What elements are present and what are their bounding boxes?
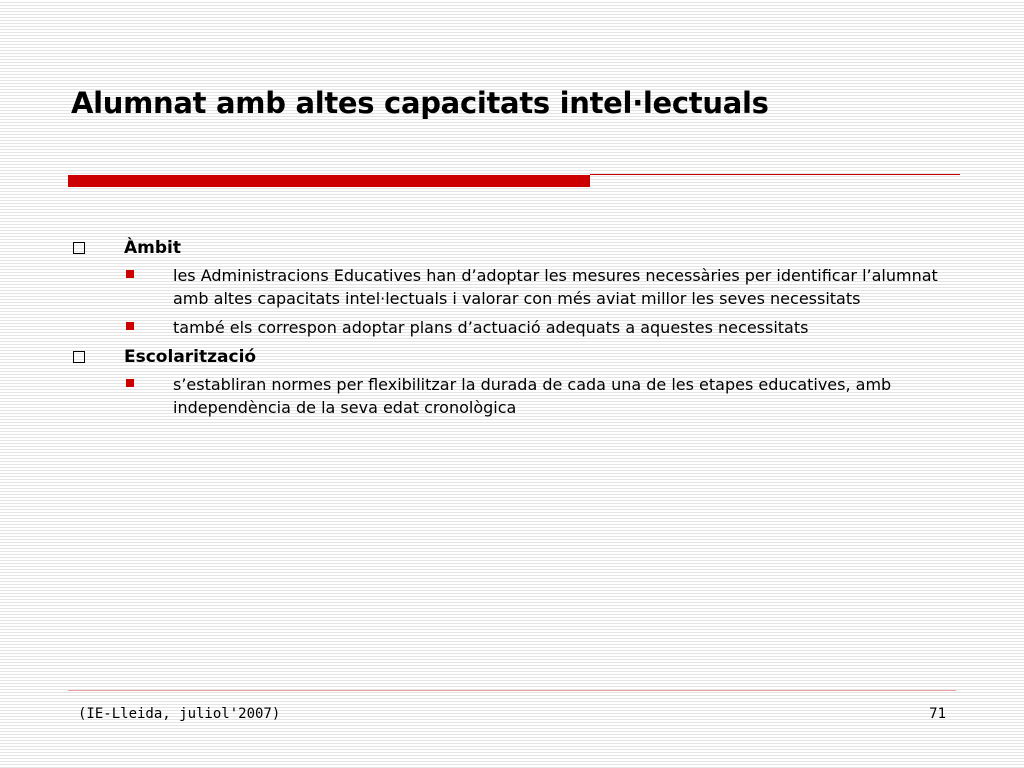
hollow-square-bullet-icon bbox=[73, 242, 85, 254]
section-heading-ambit bbox=[70, 236, 970, 260]
footer-divider bbox=[68, 690, 956, 691]
red-square-bullet-icon bbox=[126, 322, 134, 330]
list-item-text: s’establiran normes per flexibilitzar la durada de cada una de les etapes educatives, amb independència de la seva edat cronològica bbox=[173, 375, 892, 417]
red-square-bullet-icon bbox=[126, 270, 134, 278]
section-heading-escolaritzacio bbox=[70, 345, 970, 369]
footer-source: (IE-Lleida, juliol'2007) bbox=[78, 706, 281, 722]
red-square-bullet-icon bbox=[126, 379, 134, 387]
slide-title: Alumnat amb altes capacitats intel·lectuals bbox=[71, 86, 769, 120]
section-heading-label: Escolarització bbox=[124, 347, 257, 367]
list-item bbox=[70, 316, 963, 339]
slide-content bbox=[70, 236, 970, 425]
title-underline-thin bbox=[590, 174, 960, 175]
list-item bbox=[70, 264, 963, 310]
page-number: 71 bbox=[929, 706, 946, 722]
section-heading-label: Àmbit bbox=[124, 238, 181, 258]
list-item bbox=[70, 373, 963, 419]
list-item-text: les Administracions Educatives han d’adoptar les mesures necessàries per identificar l’alumnat amb altes capacitats intel·lectuals i valorar con més aviat millor les seves necessitats bbox=[173, 266, 938, 308]
list-item-text: també els correspon adoptar plans d’actuació adequats a aquestes necessitats bbox=[173, 318, 809, 337]
hollow-square-bullet-icon bbox=[73, 351, 85, 363]
title-underline-thick bbox=[68, 175, 590, 187]
